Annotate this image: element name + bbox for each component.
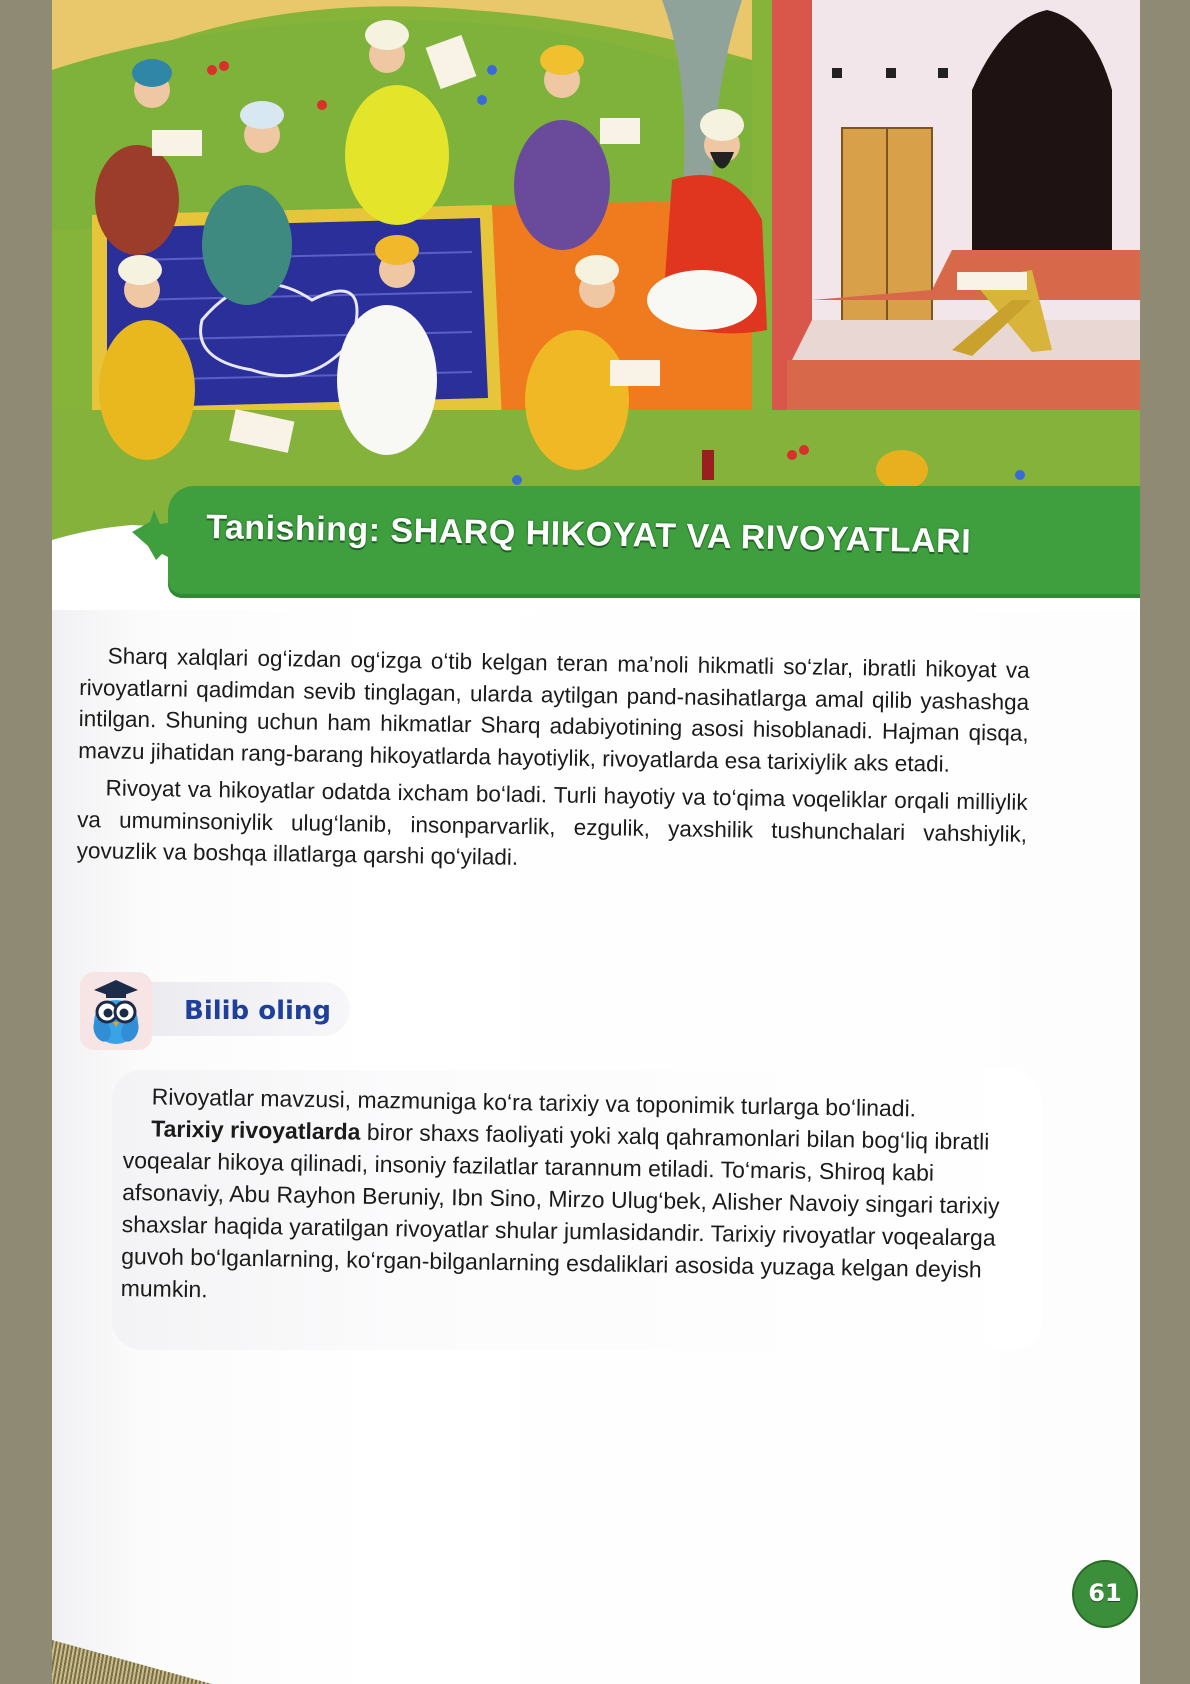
section-title: Tanishing: SHARQ HIKOYAT VA RIVOYATLARI xyxy=(205,508,972,561)
page-number-badge: 61 xyxy=(1072,1560,1138,1628)
callout-header xyxy=(80,970,355,1054)
intro-paragraph-1: Sharq xalqlari og‘izdan og‘izga o‘tib kelgan teran ma’noli hikmatli so‘zlar, ibratli hikoyat va rivoyatlarni qadimdan sevib tinglagan, ularda aytilgan pand-nasihatlarga amal qilib yashashga intilgan. Shuning uchun ham hikmatlar Sharq adabiyotining asosi hisoblanadi. Hajman qisqa, mavzu jihatidan rang-barang hikoyatlarda hayotiylik, rivoyatlarda esa tarixiylik aks etadi. xyxy=(78,643,1030,777)
callout-paragraph-2-text: biror shaxs faoliyati yoki xalq qahramonlari bilan bog‘liq ibratli voqealar hikoya qilinadi, insoniy fazilatlar tarannum etiladi. To‘maris, Shiroq kabi afsonaviy, Abu Rayhon Beruniy, Ibn Sino, Mirzo Ulug‘bek, Alisher Navoiy singari tarixiy shaxslar haqida yaratilgan rivoyatlar shular jumlasidandir. Tarixiy rivoyatlar voqealarga guvoh bo‘lganlarning, ko‘rgan-bilganlarning esdaliklari asosida yuzaga kelgan deyish mumkin. xyxy=(120,1118,1000,1303)
callout-text xyxy=(120,1080,1023,1318)
intro-text xyxy=(76,640,1029,881)
callout-bold-term: Tarixiy rivoyatlarda xyxy=(151,1115,361,1145)
callout-paragraph-2 xyxy=(120,1112,1023,1318)
owl-graduate-icon xyxy=(80,972,152,1050)
lesson-illustration xyxy=(52,0,1140,540)
miniature-painting-image xyxy=(52,0,1140,540)
intro-paragraph-2: Rivoyat va hikoyatlar odatda ixcham bo‘ladi. Turli hayotiy va to‘qima voqeliklar orqali milliylik va umuminsoniylik ulug‘lanib, insonparvarlik, ezgulik, yaxshilik tushunchalari vahshiylik, yovuzlik va boshqa illatlarga qarshi qo‘yiladi. xyxy=(76,775,1028,870)
callout-paragraph-1: Rivoyatlar mavzusi, mazmuniga ko‘ra tarixiy va toponimik turlarga bo‘linadi. xyxy=(151,1083,917,1122)
callout-title: Bilib oling xyxy=(184,996,332,1026)
